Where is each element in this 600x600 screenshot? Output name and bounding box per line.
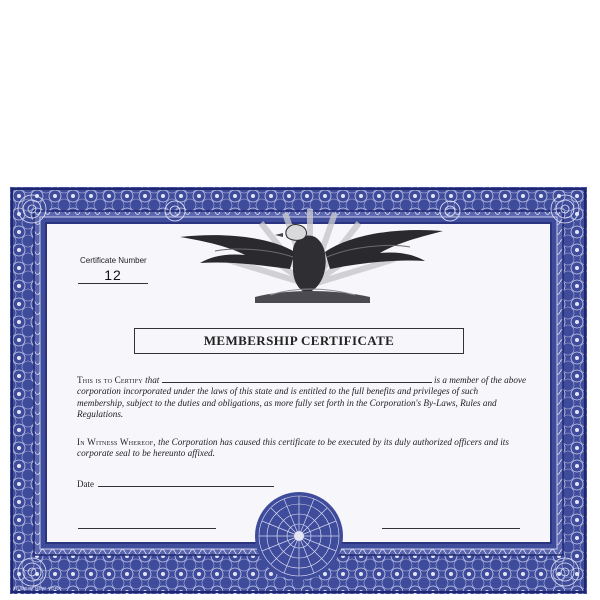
certificate-title: MEMBERSHIP CERTIFICATE [134,328,464,354]
witness-paragraph [77,437,527,460]
certify-that: that [145,375,160,385]
printer-imprint: HUBCO, NEW YORK [14,586,62,591]
witness-lead: In Witness Whereof, [77,437,156,447]
member-name-line[interactable] [162,373,432,383]
signature-line-right[interactable] [382,528,520,529]
certificate-number-label: Certificate Number [80,256,147,265]
signature-line-left[interactable] [78,528,216,529]
certify-tail: is a member of [433,375,489,385]
corporate-seal-rosette-icon [253,490,345,582]
certificate-content [10,187,587,594]
certify-paragraph [77,373,527,420]
date-line[interactable] [98,478,274,487]
date-row [77,478,274,489]
date-label: Date [77,479,94,489]
certify-body: the above corporation incorporated under the laws of this state and is entitled to the full benefits and privileges of such membership, subject to the duties and obligations, as more fully set forth in the Corporation's By-Laws, Rules and Regulations. [77,375,527,419]
certify-lead: This is to Certify [77,375,143,385]
certificate-number-value[interactable]: 12 [78,267,148,284]
witness-body: the Corporation has caused this certificate to be executed by its duly authorized officers and its corporate seal to be hereunto affixed. [77,437,509,459]
eagle-vignette-icon [175,207,445,307]
